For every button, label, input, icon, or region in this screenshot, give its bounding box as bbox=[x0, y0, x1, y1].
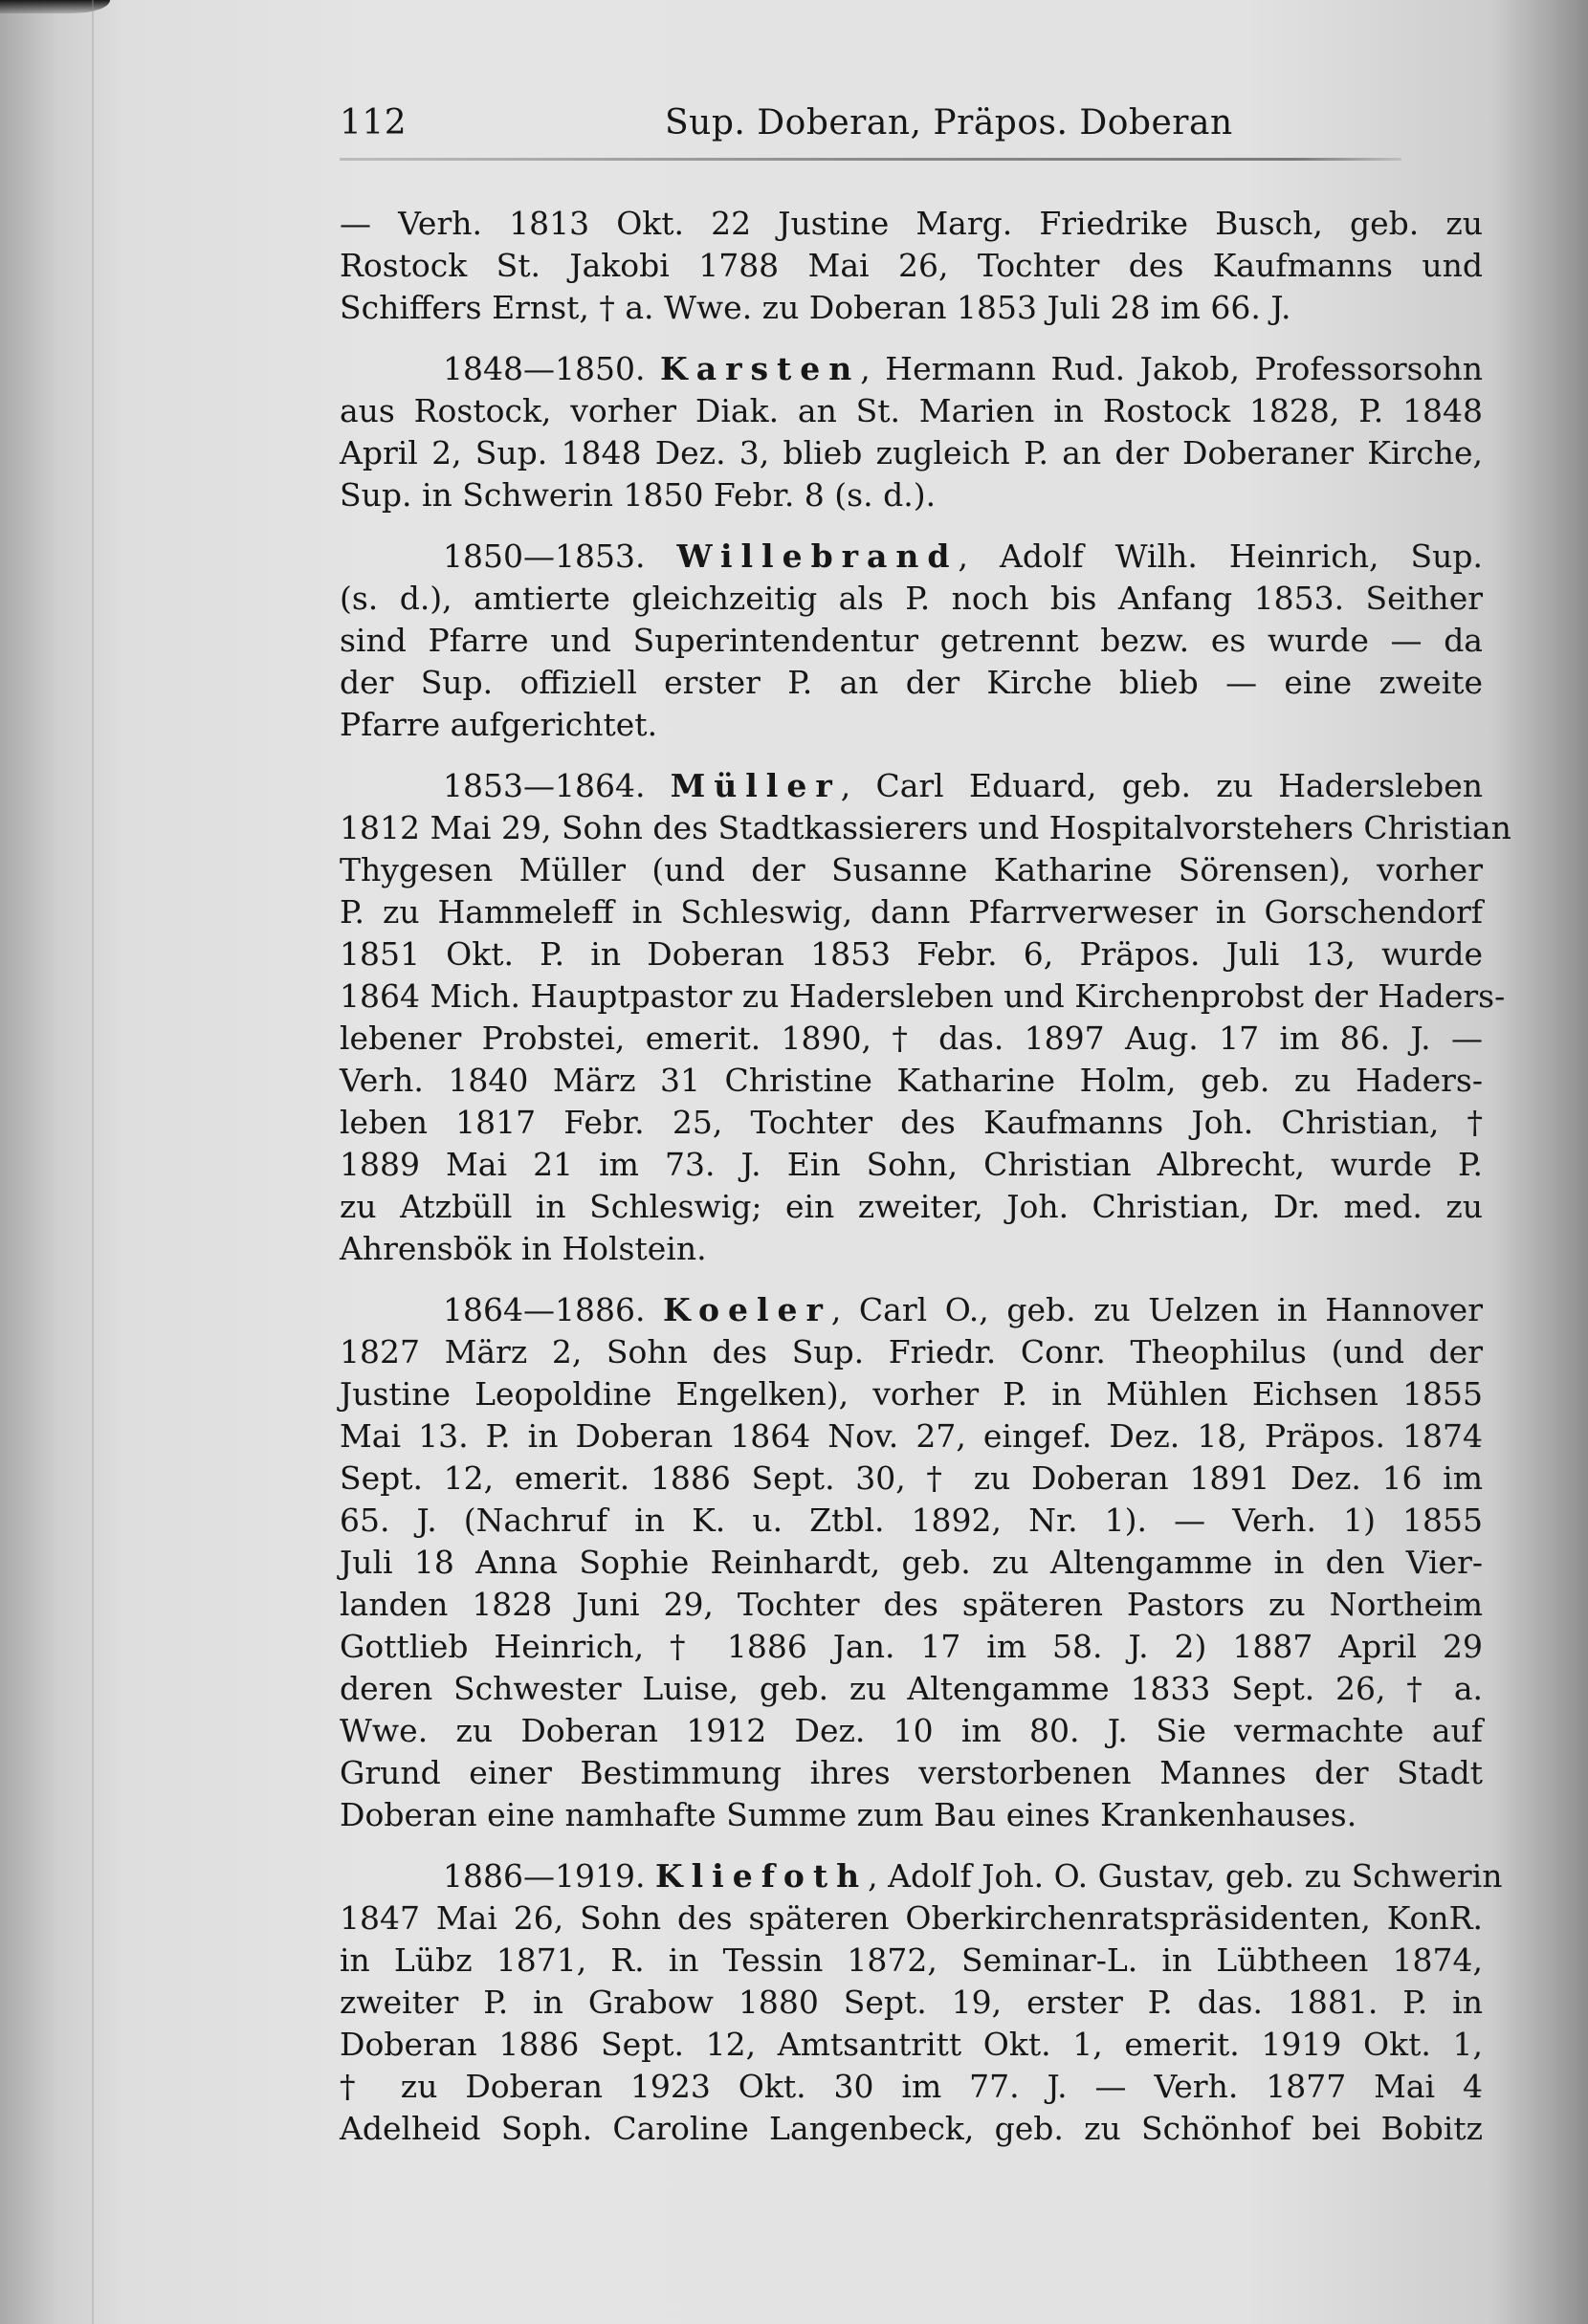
page-fold-line bbox=[92, 0, 94, 2324]
text-line: deren Schwester Luise, geb. zu Altengamme 1833 Sept. 26, † a. bbox=[340, 1670, 1483, 1707]
text-line: Doberan eine namhafte Summe zum Bau eines Krankenhauses. bbox=[340, 1796, 1357, 1833]
text-line: aus Rostock, vorher Diak. an St. Marien in Rostock 1828, P. 1848 bbox=[340, 392, 1483, 429]
text-line: 1847 Mai 26, Sohn des späteren Oberkirchenratspräsidenten, KonR. bbox=[340, 1899, 1483, 1937]
entry-continuation bbox=[340, 203, 1483, 329]
entry-surname: Koeler bbox=[663, 1291, 831, 1328]
text-line: Sept. 12, emerit. 1886 Sept. 30, † zu Doberan 1891 Dez. 16 im bbox=[340, 1459, 1483, 1497]
text-line: , Hermann Rud. Jakob, Professorsohn bbox=[860, 350, 1483, 387]
entry-first-line bbox=[340, 348, 1483, 390]
text-line: der Sup. offiziell erster P. an der Kirche blieb — eine zweite bbox=[340, 664, 1483, 701]
text-line: April 2, Sup. 1848 Dez. 3, blieb zugleich P. an der Doberaner Kirche, bbox=[340, 434, 1483, 471]
text-line: Adelheid Soph. Caroline Langenbeck, geb. zu Schönhof bei Bobitz bbox=[340, 2110, 1483, 2147]
entry-first-line bbox=[340, 1289, 1483, 1331]
text-line: landen 1828 Juni 29, Tochter des späteren Pastors zu Northeim bbox=[340, 1586, 1483, 1623]
text-line: zu Atzbüll in Schleswig; ein zweiter, Joh. Christian, Dr. med. zu bbox=[340, 1188, 1483, 1225]
entry-mueller bbox=[340, 765, 1511, 1270]
text-line: Gottlieb Heinrich, † 1886 Jan. 17 im 58. J. 2) 1887 April 29 bbox=[340, 1628, 1483, 1665]
text-line: Schiffers Ernst, † a. Wwe. zu Doberan 1853 Juli 28 im 66. J. bbox=[340, 289, 1291, 326]
text-line: Mai 13. P. in Doberan 1864 Nov. 27, eingef. Dez. 18, Präpos. 1874 bbox=[340, 1417, 1483, 1455]
running-title: Sup. Doberan, Präpos. Doberan bbox=[665, 103, 1233, 143]
header-rule bbox=[340, 158, 1401, 161]
text-line: 1889 Mai 21 im 73. J. Ein Sohn, Christian Albrecht, wurde P. bbox=[340, 1146, 1483, 1183]
text-line: P. zu Hammeleff in Schleswig, dann Pfarrverweser in Gorschendorf bbox=[340, 893, 1483, 931]
entry-first-line bbox=[340, 536, 1483, 578]
text-line: † zu Doberan 1923 Okt. 30 im 77. J. — Verh. 1877 Mai 4 bbox=[340, 2068, 1483, 2105]
text-line: — Verh. 1813 Okt. 22 Justine Marg. Friedrike Busch, geb. zu bbox=[340, 205, 1483, 242]
text-line: Pfarre aufgerichtet. bbox=[340, 706, 658, 743]
text-line: , Carl Eduard, geb. zu Hadersleben bbox=[840, 767, 1483, 804]
text-line: 1812 Mai 29, Sohn des Stadtkassierers und Hospitalvorstehers Christian bbox=[340, 809, 1511, 846]
entry-koeler bbox=[340, 1289, 1483, 1836]
text-line: zweiter P. in Grabow 1880 Sept. 19, erster P. das. 1881. P. in bbox=[340, 1984, 1483, 2021]
body-text bbox=[340, 203, 1511, 2169]
text-line: Grund einer Bestimmung ihres verstorbenen Mannes der Stadt bbox=[340, 1754, 1483, 1791]
text-line: Thygesen Müller (und der Susanne Katharine Sörensen), vorher bbox=[340, 851, 1483, 888]
entry-surname: Kliefoth bbox=[654, 1857, 869, 1895]
text-line: (s. d.), amtierte gleichzeitig als P. noch bis Anfang 1853. Seither bbox=[340, 580, 1483, 617]
entry-years: 1886—1919. bbox=[443, 1857, 646, 1895]
entry-years: 1864—1886. bbox=[443, 1291, 646, 1328]
page-header bbox=[340, 103, 1440, 151]
entry-years: 1850—1853. bbox=[443, 537, 646, 575]
text-line: Juli 18 Anna Sophie Reinhardt, geb. zu Altengamme in den Vier- bbox=[340, 1544, 1483, 1581]
entry-kliefoth bbox=[340, 1855, 1503, 2150]
text-line: Verh. 1840 März 31 Christine Katharine Holm, geb. zu Haders- bbox=[340, 1062, 1483, 1099]
text-line: Ahrensbök in Holstein. bbox=[340, 1230, 707, 1267]
text-line: 1851 Okt. P. in Doberan 1853 Febr. 6, Präpos. Juli 13, wurde bbox=[340, 935, 1483, 973]
text-line: sind Pfarre und Superintendentur getrennt bezw. es wurde — da bbox=[340, 622, 1483, 659]
entry-years: 1853—1864. bbox=[443, 767, 646, 804]
text-line: Wwe. zu Doberan 1912 Dez. 10 im 80. J. Sie vermachte auf bbox=[340, 1712, 1483, 1749]
text-line: Sup. in Schwerin 1850 Febr. 8 (s. d.). bbox=[340, 476, 937, 514]
text-line: 1864 Mich. Hauptpastor zu Hadersleben und Kirchenprobst der Haders- bbox=[340, 977, 1506, 1015]
text-line: , Adolf Wilh. Heinrich, Sup. bbox=[958, 537, 1483, 575]
entry-surname: Willebrand bbox=[676, 537, 959, 575]
text-line: Doberan 1886 Sept. 12, Amtsantritt Okt. 1, emerit. 1919 Okt. 1, bbox=[340, 2026, 1483, 2063]
entry-first-line bbox=[340, 765, 1483, 807]
entry-surname: Müller bbox=[670, 767, 841, 804]
text-line: lebener Probstei, emerit. 1890, † das. 1897 Aug. 17 im 86. J. — bbox=[340, 1019, 1483, 1057]
text-line: , Adolf Joh. O. Gustav, geb. zu Schwerin bbox=[868, 1857, 1503, 1895]
text-line: 65. J. (Nachruf in K. u. Ztbl. 1892, Nr. 1). — Verh. 1) 1855 bbox=[340, 1502, 1483, 1539]
text-line: Justine Leopoldine Engelken), vorher P. in Mühlen Eichsen 1855 bbox=[340, 1375, 1483, 1413]
text-line: in Lübz 1871, R. in Tessin 1872, Seminar-L. in Lübtheen 1874, bbox=[340, 1941, 1483, 1979]
entry-surname: Karsten bbox=[660, 350, 861, 387]
text-line: 1827 März 2, Sohn des Sup. Friedr. Conr. Theophilus (und der bbox=[340, 1333, 1483, 1370]
page-number: 112 bbox=[340, 103, 408, 143]
entry-years: 1848—1850. bbox=[443, 350, 646, 387]
text-line: , Carl O., geb. zu Uelzen in Hannover bbox=[830, 1291, 1483, 1328]
entry-willebrand bbox=[340, 536, 1483, 746]
text-line: Rostock St. Jakobi 1788 Mai 26, Tochter des Kaufmanns und bbox=[340, 247, 1483, 284]
entry-first-line bbox=[340, 1855, 1503, 1897]
entry-karsten bbox=[340, 348, 1483, 516]
text-line: leben 1817 Febr. 25, Tochter des Kaufmanns Joh. Christian, † bbox=[340, 1104, 1483, 1141]
